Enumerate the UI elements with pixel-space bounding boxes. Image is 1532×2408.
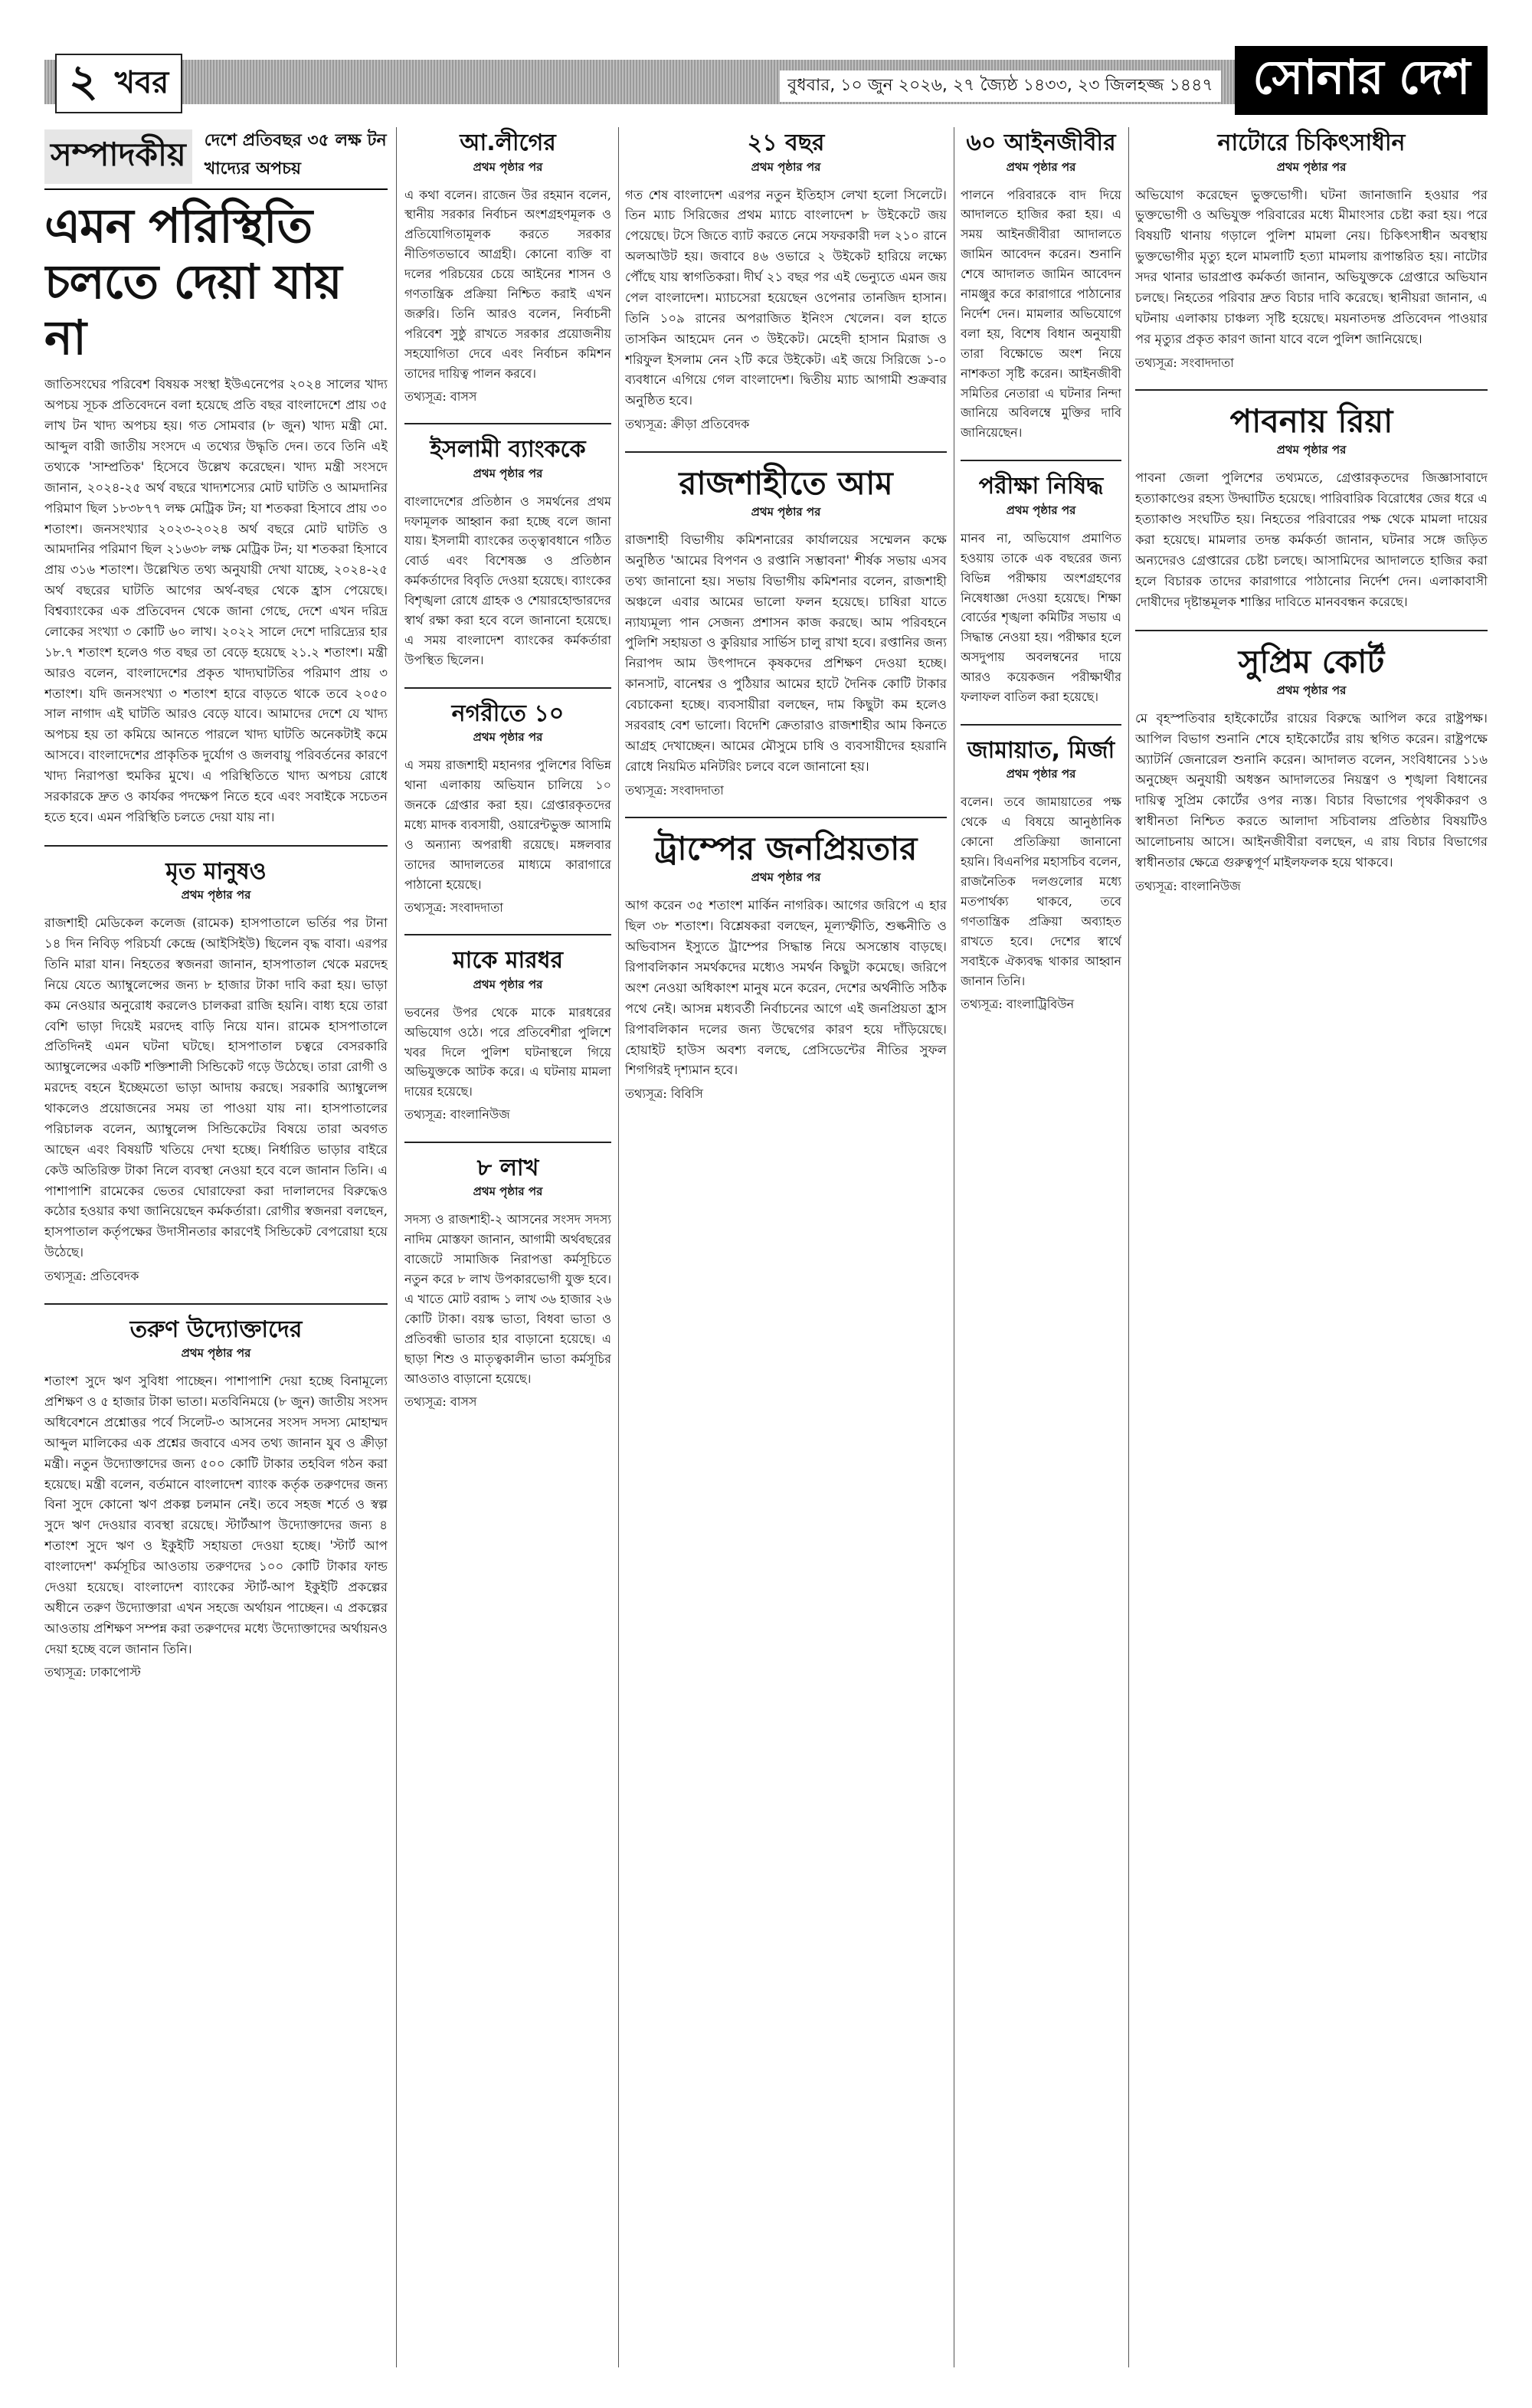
story-court bbox=[1135, 644, 1488, 896]
continued-label: প্রথম পৃষ্ঠার পর bbox=[473, 730, 543, 745]
story-body: পাবনা জেলা পুলিশের তথ্যমতে, গ্রেপ্তারকৃতদের জিজ্ঞাসাবাদে হত্যাকাণ্ডের রহস্য উদ্ঘাটিত হয়েছে। পারিবারিক বিরোধের জের ধরে এ হত্যাকাণ্ড সংঘটিত হয়। নিহতের পরিবারের পক্ষ থেকে মামলা দায়ের করা হয়েছে। মামলার তদন্ত কর্মকর্তা জানান, ঘটনার সঙ্গে জড়িত অন্যদেরও গ্রেপ্তারের চেষ্টা চলছে। আসামিদের আদালতে হাজির করা হলে বিচারক তাদের কারাগারে পাঠানোর নির্দেশ দেন। এলাকাবাসী দোষীদের দৃষ্টান্তমূলক শাস্তির দাবিতে মানববন্ধন করেছে। bbox=[1135, 470, 1488, 609]
newspaper-logo bbox=[1235, 46, 1488, 115]
story-title: ২১ বছর bbox=[747, 129, 825, 156]
story-divider bbox=[1135, 630, 1488, 631]
story-body: রাজশাহী মেডিকেল কলেজ (রামেক) হাসপাতালে ভর্তির পর টানা ১৪ দিন নিবিড় পরিচর্যা কেন্দ্রে (আইসিইউ) ছিলেন বৃদ্ধ বাবা। এরপর তিনি মারা যান। নিহতের স্বজনরা জানান, হাসপাতাল থেকে মরদেহ নিয়ে যেতে অ্যাম্বুলেন্সের জন্য ৮ হাজার টাকা দাবি করা হয়। ভাড়া কম নেওয়ার অনুরোধ করলেও চালকরা রাজি হয়নি। বাধ্য হয়ে তারা বেশি ভাড়া দিয়েই মরদেহ বাড়ি নিয়ে যান। রামেক হাসপাতালে প্রতিদিনই এমন ঘটনা ঘটছে। হাসপাতাল চত্বরে বেসরকারি অ্যাম্বুলেন্সের একটি শক্তিশালী সিন্ডিকেট গড়ে উঠেছে। তারা রোগী ও মরদেহ বহনে ইচ্ছেমতো ভাড়া আদায় করছে। সরকারি অ্যাম্বুলেন্স থাকলেও প্রয়োজনের সময় তা পাওয়া যায় না। হাসপাতালের পরিচালক বলেন, অ্যাম্বুলেন্স সিন্ডিকেটের বিষয়ে তারা অবগত আছেন এবং বিষয়টি খতিয়ে দেখা হচ্ছে। নির্ধারিত ভাড়ার বাইরে কেউ অতিরিক্ত টাকা নিলে ব্যবস্থা নেওয়া হবে বলে জানান তিনি। এ পাশাপাশি রামেকের ভেতর ঘোরাফেরা করা দালালদের বিরুদ্ধেও কঠোর হওয়ার কথা জানিয়েছেন কর্মকর্তারা। রোগীর স্বজনরা বলছেন, হাসপাতাল কর্তৃপক্ষের উদাসীনতার কারণেই সিন্ডিকেট বেপরোয়া হয়ে উঠেছে। bbox=[44, 916, 388, 1260]
story-divider bbox=[961, 460, 1121, 461]
story-lakh bbox=[404, 1155, 611, 1411]
story-title: পাবনায় রিয়া bbox=[1229, 402, 1393, 441]
continued-label: প্রথম পৃষ্ঠার পর bbox=[751, 159, 821, 174]
story-divider bbox=[961, 724, 1121, 726]
page-number: ২ bbox=[69, 54, 98, 106]
continued-label: প্রথম পৃষ্ঠার পর bbox=[181, 1346, 251, 1361]
story-nator bbox=[1135, 130, 1488, 372]
story-ainjibi bbox=[961, 130, 1121, 443]
story-source: তথ্যসূত্র: বিবিসি bbox=[625, 1086, 703, 1102]
story-aam bbox=[625, 465, 947, 800]
story-body: অভিযোগ করেছেন ভুক্তভোগী। ঘটনা জানাজানি হওয়ার পর ভুক্তভোগী ও অভিযুক্ত পরিবারের মধ্যে মীমাংসার চেষ্টা করা হয়। পরে বিষয়টি থানায় গড়ালে পুলিশ মামলা নেয়। চিকিৎসাধীন অবস্থায় ভুক্তভোগীর মৃত্যু হলে মামলাটি হত্যা মামলায় রূপান্তরিত হয়। নাটোর সদর থানার ভারপ্রাপ্ত কর্মকর্তা জানান, অভিযুক্তকে গ্রেপ্তারে অভিযান চলছে। নিহতের পরিবার দ্রুত বিচার দাবি করেছে। স্থানীয়রা জানান, এ ঘটনায় এলাকায় চাঞ্চল্য সৃষ্টি হয়েছে। ময়নাতদন্ত প্রতিবেদন পাওয়ার পর মৃত্যুর প্রকৃত কারণ জানা যাবে বলে পুলিশ জানিয়েছে। bbox=[1135, 187, 1488, 346]
story-source: তথ্যসূত্র: সংবাদদাতা bbox=[1135, 355, 1234, 370]
story-source: তথ্যসূত্র: সংবাদদাতা bbox=[404, 899, 503, 915]
story-source: তথ্যসূত্র: সংবাদদাতা bbox=[625, 782, 724, 798]
story-source: তথ্যসূত্র: বাংলানিউজ bbox=[404, 1107, 510, 1122]
story-title: নগরীতে ১০ bbox=[451, 699, 565, 727]
story-title: ট্রাম্পের জনপ্রিয়তার bbox=[654, 830, 918, 868]
continued-label: প্রথম পৃষ্ঠার পর bbox=[1006, 503, 1076, 517]
continued-label: প্রথম পৃষ্ঠার পর bbox=[473, 466, 543, 480]
story-make bbox=[404, 948, 611, 1125]
story-title: ৬০ আইনজীবীর bbox=[966, 129, 1116, 156]
story-awami bbox=[404, 130, 611, 406]
story-divider bbox=[1135, 389, 1488, 391]
continued-label: প্রথম পৃষ্ঠার পর bbox=[473, 977, 543, 991]
story-islami bbox=[404, 437, 611, 670]
story-torun bbox=[44, 1317, 388, 1682]
editorial-label: সম্পাদকীয় bbox=[44, 129, 192, 184]
story-poriksha bbox=[961, 473, 1121, 707]
story-divider bbox=[44, 1303, 388, 1305]
story-body: এ কথা বলেন। রাজেন উর রহমান বলেন, স্থানীয় সরকার নির্বাচন অংশগ্রহণমূলক ও প্রতিযোগিতামূলক করতে সরকার নীতিগতভাবে আগ্রহী। কোনো ব্যক্তি বা দলের পরিচয়ের চেয়ে আইনের শাসন ও গণতান্ত্রিক প্রক্রিয়া নিশ্চিত করাই এখন জরুরি। তিনি আরও বলেন, নির্বাচনী পরিবেশ সুষ্ঠু রাখতে সরকার প্রয়োজনীয় সহযোগিতা দেবে এবং নির্বাচন কমিশন তাদের দায়িত্ব পালন করবে। bbox=[404, 187, 611, 381]
story-divider bbox=[404, 1142, 611, 1143]
story-source: তথ্যসূত্র: প্রতিবেদক bbox=[44, 1269, 139, 1284]
issue-date: বুধবার, ১০ জুন ২০২৬, ২৭ জ্যৈষ্ঠ ১৪৩৩, ২৩ জিলহজ্জ ১৪৪৭ bbox=[780, 70, 1221, 102]
continued-label: প্রথম পৃষ্ঠার পর bbox=[473, 1184, 543, 1199]
story-source: তথ্যসূত্র: ঢাকাপোস্ট bbox=[44, 1665, 141, 1680]
column-3 bbox=[625, 127, 947, 2367]
continued-label: প্রথম পৃষ্ঠার পর bbox=[473, 159, 543, 174]
section-name: খবর bbox=[114, 64, 169, 100]
story-divider bbox=[404, 687, 611, 689]
continued-label: প্রথম পৃষ্ঠার পর bbox=[1276, 159, 1347, 174]
story-mrito bbox=[44, 859, 388, 1286]
column-divider bbox=[618, 127, 619, 2367]
continued-label: প্রথম পৃষ্ঠার পর bbox=[181, 888, 251, 903]
story-body: বাংলাদেশের প্রতিষ্ঠান ও সমর্থনের প্রথম দফামূলক আহ্বান করা হচ্ছে বলে জানা যায়। ইসলামী ব্যাংকের তত্ত্বাবধানে গঠিত বোর্ড এবং বিশেষজ্ঞ ও প্রতিষ্ঠান কর্মকর্তাদের বিবৃতি দেওয়া হয়েছে। ব্যাংকের বিশৃঙ্খলা রোধে গ্রাহক ও শেয়ারহোল্ডারদের স্বার্থ রক্ষা করা হবে বলে জানানো হয়েছে। এ সময় বাংলাদেশ ব্যাংকের কর্মকর্তারা উপস্থিত ছিলেন। bbox=[404, 493, 611, 667]
story-body: এ সময় রাজশাহী মহানগর পুলিশের বিভিন্ন থানা এলাকায় অভিযান চালিয়ে ১০ জনকে গ্রেপ্তার করা হয়। গ্রেপ্তারকৃতদের মধ্যে মাদক ব্যবসায়ী, ওয়ারেন্টভুক্ত আসামি ও অন্যান্য অপরাধী রয়েছে। মঙ্গলবার তাদের আদালতের মাধ্যমে কারাগারে পাঠানো হয়েছে। bbox=[404, 758, 611, 892]
masthead bbox=[44, 46, 1488, 123]
story-title: পরীক্ষা নিষিদ্ধ bbox=[978, 473, 1104, 500]
continued-label: প্রথম পৃষ্ঠার পর bbox=[751, 870, 821, 885]
story-title: তরুণ উদ্যোক্তাদের bbox=[129, 1315, 303, 1343]
story-title: মৃত মানুষও bbox=[165, 857, 267, 885]
story-nogor bbox=[404, 701, 611, 917]
editorial-body: জাতিসংঘের পরিবেশ বিষয়ক সংস্থা ইউএনেপের ২০২৪ সালের খাদ্য অপচয় সূচক প্রতিবেদনে বলা হয়েছে প্রতি বছর বাংলাদেশে প্রায় ৩৫ লাখ টন খাদ্য অপচয় হয়। গত সোমবার (৮ জুন) খাদ্য মন্ত্রী মো. আব্দুল বারী জাতীয় সংসদে এ তথ্যের উদ্ধৃতি দেন। তবে তিনি এই তথ্যকে 'সাম্প্রতিক' হিসেবে উল্লেখ করেছেন। খাদ্য মন্ত্রী সংসদে জানান, ২০২৪-২৫ অর্থ বছরে খাদ্যশস্যের মোট ঘাটতি ও আমদানির পরিমাণ ছিল ১৮৩৮৭৭ লক্ষ মেট্রিক টন; যা শতকরা হিসাবে প্রায় ৩০ শতাংশ। জনসংখ্যার ২০২৩-২০২৪ অর্থ বছরে মোট ঘাটতি ও আমদানির পরিমাণ ছিল ২১৬৩৮ লক্ষ মেট্রিক টন; যা শতকরা হিসাবে প্রায় ৩১৬ শতাংশ। উল্লেখিত তথ্য অনুযায়ী দেখা যাচ্ছে, ২০২৪-২৫ অর্থ বছরের ঘাটতি আগের অর্থ-বছর থেকে হ্রাস পেয়েছে। বিশ্বব্যাংকের এক প্রতিবেদন থেকে জানা গেছে, দেশে এখন দরিদ্র লোকের সংখ্যা ৩ কোটি ৬০ লাখ। ২০২২ সালে দেশে দারিদ্র্যের হার ১৮.৭ শতাংশ হলেও গত বছর তা বেড়ে হয়েছে ২১.২ শতাংশ। মন্ত্রী আরও বলেন, বাংলাদেশের প্রকৃত খাদ্যঘাটতির পরিমাণ প্রায় ৩ শতাংশ। যদি জনসংখ্যা ৩ শতাংশ হারে বাড়তে থাকে তবে ২০৫০ সাল নাগাদ এই ঘাটতি আরও বেড়ে যাবে। আমাদের দেশে যে খাদ্য অপচয় হয় তা কমিয়ে আনতে পারলে খাদ্য ঘাটতি অনেকটাই কমে আসবে। বাংলাদেশের প্রাকৃতিক দুর্যোগ ও জলবায়ু পরিবর্তনের কারণে খাদ্য নিরাপত্তা হুমকির মুখে। এ পরিস্থিতিতে খাদ্য অপচয় রোধে সরকারকে দ্রুত ও কার্যকর পদক্ষেপ নিতে হবে এবং সবাইকে সচেতন হতে হবে। এমন পরিস্থিতি চলতে দেয়া যায় না। bbox=[44, 377, 388, 824]
column-2 bbox=[404, 127, 611, 2367]
continued-label: প্রথম পৃষ্ঠার পর bbox=[1276, 683, 1347, 697]
story-body: বলেন। তবে জামায়াতের পক্ষ থেকে এ বিষয়ে আনুষ্ঠানিক কোনো প্রতিক্রিয়া জানানো হয়নি। বিএনপির মহাসচিব বলেন, রাজনৈতিক দলগুলোর মধ্যে মতপার্থক্য থাকবে, তবে গণতান্ত্রিক প্রক্রিয়া অব্যাহত রাখতে হবে। দেশের স্বার্থে সবাইকে ঐক্যবদ্ধ থাকার আহ্বান জানান তিনি। bbox=[961, 794, 1121, 988]
column-1 bbox=[44, 127, 388, 2367]
story-source: তথ্যসূত্র: বাসস bbox=[404, 1394, 477, 1409]
continued-label: প্রথম পৃষ্ঠার পর bbox=[1276, 443, 1347, 457]
continued-label: প্রথম পৃষ্ঠার পর bbox=[1006, 767, 1076, 781]
story-body: মে বৃহস্পতিবার হাইকোর্টের রায়ের বিরুদ্ধে আপিল করে রাষ্ট্রপক্ষ। আপিল বিভাগ শুনানি শেষে হাইকোর্টের রায় স্থগিত করেন। রাষ্ট্রপক্ষে অ্যাটর্নি জেনারেল শুনানি করেন। আদালত বলেন, সংবিধানের ১১৬ অনুচ্ছেদ অনুযায়ী অধস্তন আদালতের নিয়ন্ত্রণ ও শৃঙ্খলা বিধানের দায়িত্ব সুপ্রিম কোর্টের ওপর ন্যস্ত। বিচার বিভাগের পৃথকীকরণ ও স্বাধীনতা নিশ্চিত করতে আলাদা সচিবালয় প্রতিষ্ঠার বিষয়টিও আলোচনায় আসে। আইনজীবীরা বলছেন, এ রায় বিচার বিভাগের স্বাধীনতার ক্ষেত্রে গুরুত্বপূর্ণ মাইলফলক হয়ে থাকবে। bbox=[1135, 710, 1488, 870]
story-title: ৮ লাখ bbox=[476, 1154, 539, 1181]
story-body: সদস্য ও রাজশাহী-২ আসনের সংসদ সদস্য নাদিম মোস্তফা জানান, আগামী অর্থবছরের বাজেটে সামাজিক নিরাপত্তা কর্মসূচিতে নতুন করে ৮ লাখ উপকারভোগী যুক্ত হবে। এ খাতে মোট বরাদ্দ ১ লাখ ৩৬ হাজার ২৬ কোটি টাকা। বয়স্ক ভাতা, বিধবা ভাতা ও প্রতিবন্ধী ভাতার হার বাড়ানো হয়েছে। এ ছাড়া শিশু ও মাতৃত্বকালীন ভাতা কর্মসূচির আওতাও বাড়ানো হয়েছে। bbox=[404, 1212, 611, 1386]
column-divider bbox=[1128, 127, 1129, 2367]
editorial-title: এমন পরিস্থিতি চলতে দেয়া যায় না bbox=[44, 198, 342, 366]
story-title: সুপ্রিম কোর্ট bbox=[1238, 642, 1385, 680]
story-body: আগ করেন ৩৫ শতাংশ মার্কিন নাগরিক। আগের জরিপে এ হার ছিল ৩৮ শতাংশ। বিশ্লেষকরা বলছেন, মূল্যস্ফীতি, শুল্কনীতি ও অভিবাসন ইস্যুতে ট্রাম্পের সিদ্ধান্ত নিয়ে অসন্তোষ বাড়ছে। রিপাবলিকান সমর্থকদের মধ্যেও সমর্থন কিছুটা কমেছে। জরিপে অংশ নেওয়া অধিকাংশ মানুষ মনে করেন, দেশের অর্থনীতি সঠিক পথে নেই। আসন্ন মধ্যবর্তী নির্বাচনের আগে এই জনপ্রিয়তা হ্রাস রিপাবলিকান দলের জন্য উদ্বেগের কারণ হয়ে দাঁড়িয়েছে। হোয়াইট হাউস অবশ্য বলছে, প্রেসিডেন্টের নীতির সুফল শিগগিরই দৃশ্যমান হবে। bbox=[625, 898, 947, 1078]
story-divider bbox=[404, 423, 611, 424]
story-title: মাকে মারধর bbox=[452, 947, 564, 975]
editorial-header bbox=[44, 127, 388, 190]
column-divider bbox=[396, 127, 397, 2367]
story-source: তথ্যসূত্র: ক্রীড়া প্রতিবেদক bbox=[625, 417, 750, 432]
logo-text: সোনার দেশ bbox=[1252, 48, 1470, 105]
story-divider bbox=[404, 934, 611, 935]
continued-label: প্রথম পৃষ্ঠার পর bbox=[1006, 159, 1076, 174]
story-divider bbox=[625, 451, 947, 453]
story-jamat bbox=[961, 738, 1121, 1014]
column-5 bbox=[1135, 127, 1488, 2367]
page-label bbox=[55, 54, 182, 113]
story-title: রাজশাহীতে আম bbox=[679, 464, 893, 502]
continued-label: প্রথম পৃষ্ঠার পর bbox=[751, 505, 821, 519]
story-title: ইসলামী ব্যাংককে bbox=[430, 436, 586, 464]
story-body: গত শেষ বাংলাদেশ এরপর নতুন ইতিহাস লেখা হলো সিলেটে। তিন ম্যাচ সিরিজের প্রথম ম্যাচে বাংলাদেশ ৮ উইকেটে জয় পেয়েছে। টসে জিতে ব্যাট করতে নেমে সফরকারী দল ২১০ রানে অলআউট হয়। জবাবে ৪৬ ওভারে ২ উইকেট হারিয়ে লক্ষ্যে পৌঁছে যায় স্বাগতিকরা। দীর্ঘ ২১ বছর পর এই ভেন্যুতে এমন জয় পেল বাংলাদেশ। ম্যাচসেরা হয়েছেন ওপেনার তানজিদ হাসান। তিনি ১০৯ রানের অপরাজিত ইনিংস খেলেন। বল হাতে তাসকিন আহমেদ নেন ৩ উইকেট। মেহেদী হাসান মিরাজ ও শরিফুল ইসলাম নেন ২টি করে উইকেট। এই জয়ে সিরিজে ১-০ ব্যবধানে এগিয়ে গেল বাংলাদেশ। দ্বিতীয় ম্যাচ আগামী শুক্রবার অনুষ্ঠিত হবে। bbox=[625, 187, 947, 408]
story-bochor bbox=[625, 130, 947, 434]
story-title: জামায়াত, মির্জা bbox=[967, 736, 1115, 764]
editorial bbox=[44, 127, 388, 828]
story-body: ভবনের উপর থেকে মাকে মারধরের অভিযোগ ওঠে। পরে প্রতিবেশীরা পুলিশে খবর দিলে পুলিশ ঘটনাস্থলে গিয়ে অভিযুক্তকে আটক করে। এ ঘটনায় মামলা দায়ের হয়েছে। bbox=[404, 1004, 611, 1099]
story-divider bbox=[625, 817, 947, 818]
story-source: তথ্যসূত্র: বাংলাট্রিবিউন bbox=[961, 996, 1075, 1011]
story-body: মানব না, অভিযোগ প্রমাণিত হওয়ায় তাকে এক বছরের জন্য বিভিন্ন পরীক্ষায় অংশগ্রহণের নিষেধাজ্ঞা দেওয়া হয়েছে। শিক্ষা বোর্ডের শৃঙ্খলা কমিটির সভায় এ সিদ্ধান্ত নেওয়া হয়। পরীক্ষার হলে অসদুপায় অবলম্বনের দায়ে আরও কয়েকজন পরীক্ষার্থীর ফলাফল বাতিল করা হয়েছে। bbox=[961, 530, 1121, 705]
column-4 bbox=[961, 127, 1121, 2367]
story-pabna bbox=[1135, 403, 1488, 612]
story-source: তথ্যসূত্র: বাসস bbox=[404, 388, 477, 404]
newspaper-page bbox=[44, 46, 1488, 2367]
story-body: শতাংশ সুদে ঋণ সুবিধা পাচ্ছেন। পাশাপাশি দেয়া হচ্ছে বিনামূল্যে প্রশিক্ষণ ও ৫ হাজার টাকা ভাতা। মতবিনিময়ে (৮ জুন) জাতীয় সংসদ অধিবেশনে প্রশ্নোত্তর পর্বে সিলেট-৩ আসনের সংসদ সদস্য মোহাম্মদ আব্দুল মালিকের এক প্রশ্নের জবাবে এসব তথ্য জানান যুব ও ক্রীড়া মন্ত্রী। নতুন উদ্যোক্তাদের জন্য ৫০০ কোটি টাকার তহবিল গঠন করা হয়েছে। মন্ত্রী বলেন, বর্তমানে বাংলাদেশ ব্যাংক কর্তৃক তরুণদের জন্য বিনা সুদে কোনো ঋণ প্রকল্প চলমান নেই। তবে সহজ শর্তে ও স্বল্প সুদে ঋণ দেওয়ার ব্যবস্থা রয়েছে। স্টার্টআপ উদ্যোক্তাদের জন্য ৪ শতাংশ সুদে ঋণ ও ইকুইটি সহায়তা দেওয়া হচ্ছে। 'স্টার্ট আপ বাংলাদেশ' কর্মসূচির আওতায় তরুণদের ১০০ কোটি টাকার ফান্ড দেওয়া হয়েছে। বাংলাদেশ ব্যাংকের স্টার্ট-আপ ইকুইটি প্রকল্পের অধীনে তরুণ উদ্যোক্তারা এখন সহজে অর্থায়ন পাচ্ছেন। এ প্রকল্পের আওতায় প্রশিক্ষণ সম্পন্ন করা তরুণদের মধ্যে উদ্যোক্তাদের অর্থায়নও দেয়া হচ্ছে বলে জানান তিনি। bbox=[44, 1374, 388, 1656]
story-trump bbox=[625, 831, 947, 1104]
story-title: আ.লীগের bbox=[460, 129, 556, 156]
story-body: পালনে পরিবারকে বাদ দিয়ে আদালতে হাজির করা হয়। এ সময় আইনজীবীরা আদালতে জামিন আবেদন করেন। শুনানি শেষে আদালত জামিন আবেদন নামঞ্জুর করে কারাগারে পাঠানোর নির্দেশ দেন। মামলার অভিযোগে বলা হয়, বিশেষ বিধান অনুযায়ী তারা বিক্ষোভে অংশ নিয়ে নাশকতা সৃষ্টি করেন। আইনজীবী সমিতির নেতারা এ ঘটনার নিন্দা জানিয়ে অবিলম্বে মুক্তির দাবি জানিয়েছেন। bbox=[961, 187, 1121, 441]
story-source: তথ্যসূত্র: বাংলানিউজ bbox=[1135, 878, 1241, 893]
story-title: নাটোরে চিকিৎসাধীন bbox=[1217, 129, 1406, 156]
story-divider bbox=[44, 845, 388, 847]
editorial-kicker: দেশে প্রতিবছর ৩৫ লক্ষ টন খাদ্যের অপচয় bbox=[204, 130, 387, 179]
story-body: রাজশাহী বিভাগীয় কমিশনারের কার্যালয়ের সম্মেলন কক্ষে অনুষ্ঠিত 'আমের বিপণন ও রপ্তানি সম্ভাবনা' শীর্ষক সভায় এসব তথ্য জানানো হয়। সভায় বিভাগীয় কমিশনার বলেন, রাজশাহী অঞ্চলে এবার আমের ভালো ফলন হয়েছে। চাষিরা যাতে ন্যায্যমূল্য পান সেজন্য প্রশাসন কাজ করছে। আম পরিবহনে পুলিশি সহায়তা ও কুরিয়ার সার্ভিস চালু রাখা হবে। রপ্তানির জন্য নিরাপদ আম উৎপাদনে কৃষকদের প্রশিক্ষণ দেওয়া হচ্ছে। কানসাট, বানেশ্বর ও পুঠিয়ার আমের হাটে দৈনিক কোটি টাকার বেচাকেনা হচ্ছে। ব্যবসায়ীরা বলছেন, দাম কিছুটা কম হলেও সরবরাহ বেশ ভালো। বিদেশি ক্রেতারাও রাজশাহীর আম কিনতে আগ্রহ দেখাচ্ছেন। আমের মৌসুমে চাষি ও ব্যবসায়ীদের হয়রানি রোধে নিয়মিত মনিটরিং চলবে বলে জানানো হয়। bbox=[625, 532, 947, 774]
